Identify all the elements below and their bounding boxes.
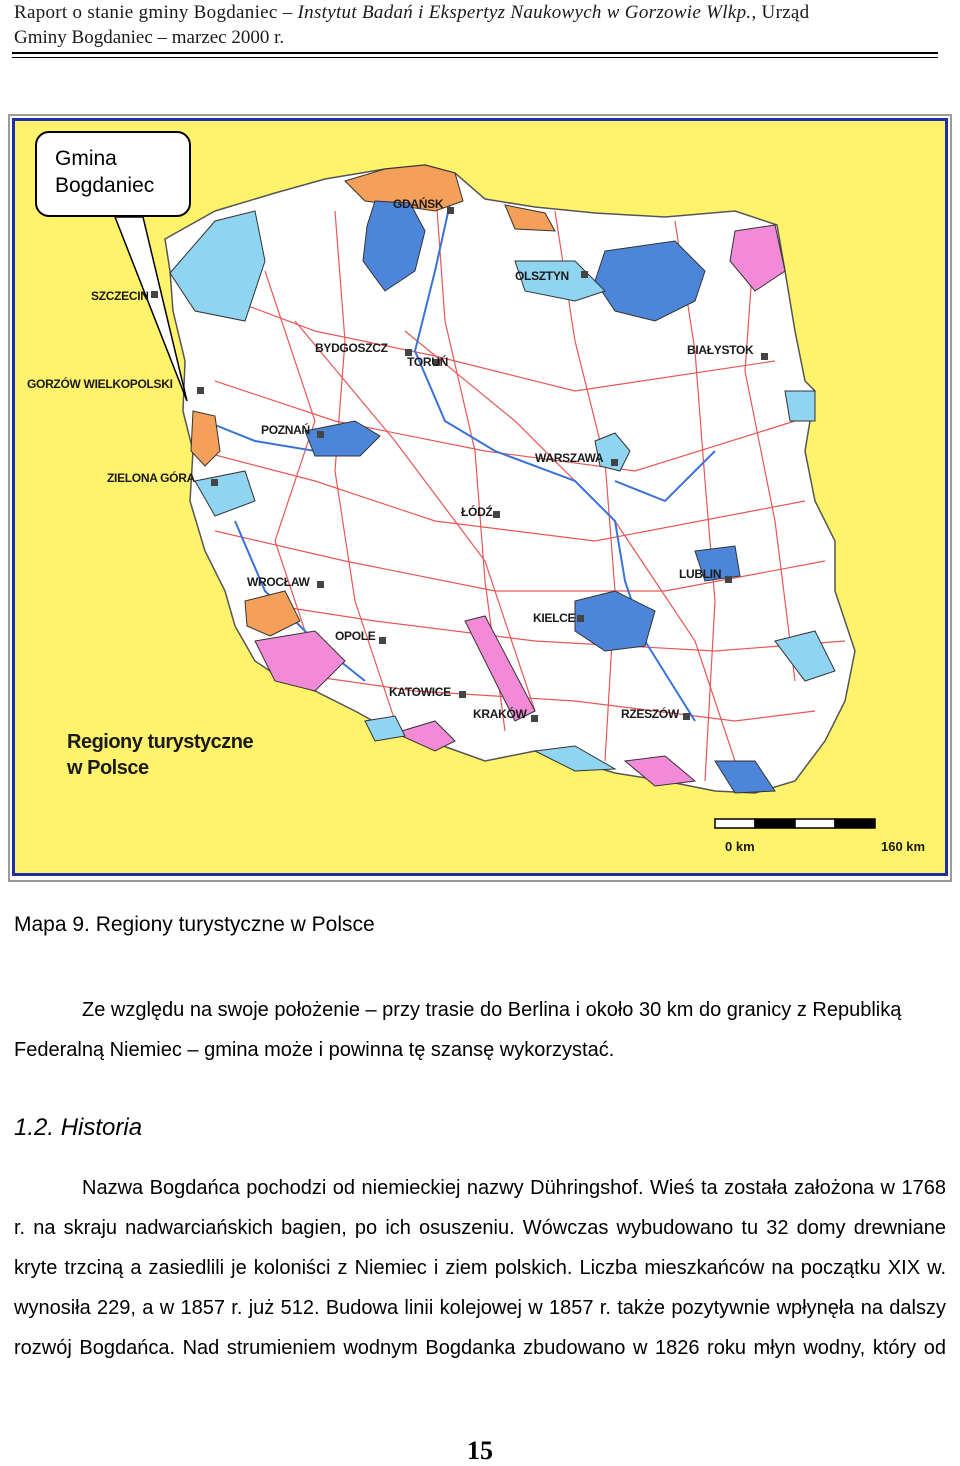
- header-report-title: Raport o stanie gminy Bogdaniec –: [14, 2, 298, 23]
- paragraph-location-text: Ze względu na swoje położenie – przy trasie do Berlina i około 30 km do granicy z Republiką Federalną Niemiec – gmina może i powinna tę szansę wykorzystać.: [14, 999, 902, 1061]
- map-caption: Mapa 9. Regiony turystyczne w Polsce: [14, 913, 375, 936]
- paragraph-location: [14, 990, 946, 1070]
- header-rule-thick: [12, 52, 938, 54]
- city-label-torun: TORUŃ: [407, 355, 448, 369]
- city-label-opole: OPOLE: [335, 629, 376, 643]
- city-label-katowice: KATOWICE: [389, 685, 451, 699]
- header-line-1: [14, 0, 944, 25]
- scale-bar-black-1: [755, 819, 795, 828]
- header-rule-thin: [12, 57, 938, 58]
- city-label-lublin: LUBLIN: [679, 567, 722, 581]
- scale-label-end: 160 km: [881, 839, 926, 854]
- city-label-szczecin: SZCZECIN: [91, 289, 149, 303]
- city-label-warszawa: WARSZAWA: [535, 451, 604, 465]
- city-label-gorzow: GORZÓW WIELKOPOLSKI: [27, 377, 173, 391]
- city-label-kielce: KIELCE: [533, 611, 576, 625]
- paragraph-history-text: Nazwa Bogdańca pochodzi od niemieckiej nazwy Dühringshof. Wieś ta została założona w 1768 r. na skraju nadwarciańskich bagien, po ich osuszeniu. Wówczas wybudowano tu 32 domy drewniane kryte trzciną a zasiedlili je koloniści z Niemiec i ziem polskich. Liczba mieszkańców na początku XIX w. wynosiła 229, a w 1857 r. już 512. Budowa linii kolejowej w 1857 r. także pozytywnie wpłynęła na dalszy rozwój Bogdańca. Nad strumieniem wodnym Bogdanka zbudowano w 1826 roku młyn wodny, który od: [14, 1177, 946, 1359]
- header-line-2: Gminy Bogdaniec – marzec 2000 r.: [14, 27, 285, 48]
- city-label-wroclaw: WROCŁAW: [247, 575, 310, 589]
- page-number: 15: [467, 1436, 493, 1465]
- map-legend-title: [67, 729, 253, 781]
- gmina-bogdaniec-callout: Gmina Bogdaniec: [35, 131, 191, 217]
- paragraph-history: [14, 1168, 946, 1368]
- city-label-krakow: KRAKÓW: [473, 707, 527, 721]
- city-label-zielona-gora: ZIELONA GÓRA: [107, 471, 195, 485]
- scale-bar-white-2: [795, 819, 835, 828]
- section-heading-historia: 1.2. Historia: [14, 1114, 143, 1141]
- scale-bar-black-2: [835, 819, 875, 828]
- tourist-regions-map: [12, 118, 948, 876]
- bialowieza-region: [785, 391, 815, 421]
- city-label-lodz: ŁÓDŹ: [461, 505, 493, 519]
- city-label-bialystok: BIAŁYSTOK: [687, 343, 754, 357]
- city-label-gdansk: GDAŃSK: [393, 197, 444, 211]
- city-label-poznan: POZNAŃ: [261, 423, 310, 437]
- scale-label-start: 0 km: [725, 839, 755, 854]
- city-label-bydgoszcz: BYDGOSZCZ: [315, 341, 388, 355]
- header-office: , Urząd: [751, 2, 810, 23]
- scale-bar-white-1: [715, 819, 755, 828]
- running-header: [14, 0, 944, 50]
- map-title-line-2: w Polsce: [67, 757, 149, 779]
- map-title-line-1: Regiony turystyczne: [67, 731, 254, 753]
- city-label-rzeszow: RZESZÓW: [621, 707, 679, 721]
- header-institute: Instytut Badań i Ekspertyz Naukowych w Gorzowie Wlkp.: [297, 2, 752, 23]
- city-label-olsztyn: OLSZTYN: [515, 269, 569, 283]
